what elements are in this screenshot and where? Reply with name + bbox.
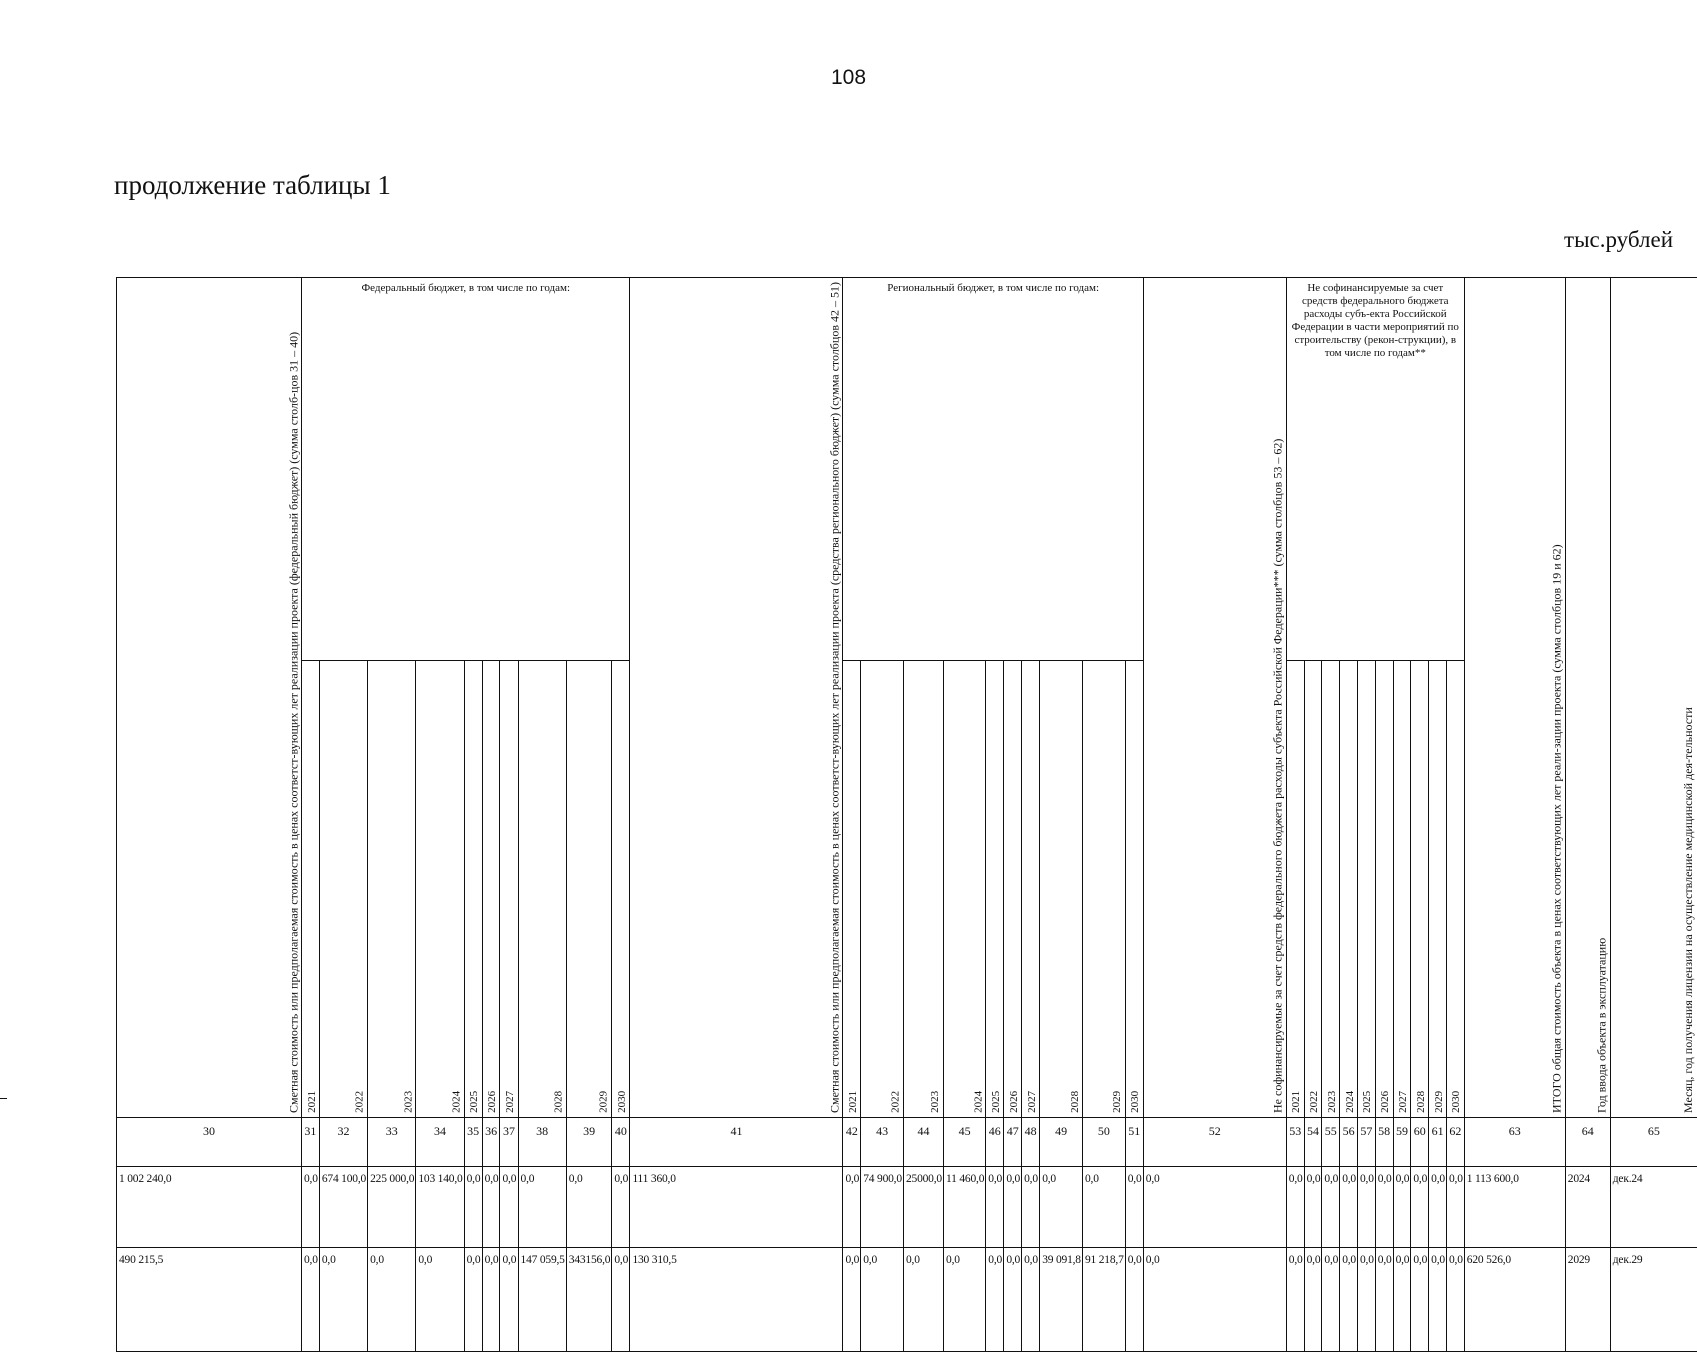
column-number: 56 — [1340, 1118, 1358, 1167]
table-cell: 0,0 — [1304, 1248, 1322, 1352]
column-number: 57 — [1357, 1118, 1375, 1167]
column-number: 35 — [464, 1118, 482, 1167]
table-cell: 0,0 — [319, 1248, 367, 1352]
year-header-reg: 2030 — [1125, 661, 1143, 1118]
table-cell: 0,0 — [986, 1167, 1004, 1248]
column-number: 39 — [566, 1118, 612, 1167]
year-header-fed: 2029 — [566, 661, 612, 1118]
table-cell: 0,0 — [518, 1167, 566, 1248]
column-number: 47 — [1004, 1118, 1022, 1167]
table-cell: 0,0 — [1125, 1248, 1143, 1352]
column-number: 50 — [1082, 1118, 1125, 1167]
table-continuation-heading: продолжение таблицы 1 — [114, 170, 391, 201]
column-number: 63 — [1464, 1118, 1565, 1167]
year-header-reg: 2026 — [1004, 661, 1022, 1118]
column-number: 42 — [843, 1118, 861, 1167]
column-number: 65 — [1610, 1118, 1697, 1167]
units-label: тыс.рублей — [1564, 227, 1673, 253]
table-cell: 0,0 — [612, 1167, 630, 1248]
table-cell: 0,0 — [1143, 1248, 1286, 1352]
table-cell: 0,0 — [1340, 1248, 1358, 1352]
table-cell: 2029 — [1565, 1248, 1610, 1352]
column-number: 45 — [944, 1118, 986, 1167]
table-cell: 74 900,0 — [861, 1167, 904, 1248]
table-cell: 11 460,0 — [944, 1167, 986, 1248]
year-header-nonco: 2024 — [1340, 661, 1358, 1118]
table-cell: 0,0 — [944, 1248, 986, 1352]
header-license: Месяц, год получения лицензии на осуществление медицинской дея-тельности — [1610, 278, 1697, 1118]
table-cell: 0,0 — [1322, 1167, 1340, 1248]
column-number: 60 — [1411, 1118, 1429, 1167]
table-cell: 343156,0 — [566, 1248, 612, 1352]
table-cell: 25000,0 — [903, 1167, 943, 1248]
table-cell: 0,0 — [843, 1248, 861, 1352]
column-number: 33 — [368, 1118, 416, 1167]
year-header-nonco: 2021 — [1286, 661, 1304, 1118]
table-cell: 0,0 — [861, 1248, 904, 1352]
table-cell: 0,0 — [1286, 1248, 1304, 1352]
budget-table — [116, 277, 1697, 1352]
table-cell: 0,0 — [1411, 1167, 1429, 1248]
column-number: 51 — [1125, 1118, 1143, 1167]
table-cell: 1 002 240,0 — [117, 1167, 302, 1248]
column-number: 53 — [1286, 1118, 1304, 1167]
table-cell: 111 360,0 — [630, 1167, 843, 1248]
table-cell: 0,0 — [612, 1248, 630, 1352]
column-number: 54 — [1304, 1118, 1322, 1167]
year-header-row — [117, 661, 1697, 1118]
year-header-reg: 2021 — [843, 661, 861, 1118]
header-fed-total: Сметная стоимость или предполагаемая стоимость в ценах соответст-вующих лет реализации проекта (федеральный бюджет) (сумма столб-цов 31 – 40) — [117, 278, 302, 1118]
column-number-row — [117, 1118, 1697, 1167]
column-number: 32 — [319, 1118, 367, 1167]
column-number: 41 — [630, 1118, 843, 1167]
year-header-reg: 2028 — [1040, 661, 1083, 1118]
table-cell: дек.29 — [1610, 1248, 1697, 1352]
year-header-fed: 2027 — [500, 661, 518, 1118]
table-cell: 103 140,0 — [416, 1167, 464, 1248]
table-cell: 0,0 — [1429, 1167, 1447, 1248]
table-cell: 0,0 — [1143, 1167, 1286, 1248]
header-reg-total: Сметная стоимость или предполагаемая стоимость в ценах соответст-вующих лет реализации проекта (средства регионального бюджет) (сумма столбцов 42 – 51) — [630, 278, 843, 1118]
group-header-row — [117, 278, 1697, 661]
year-header-fed: 2023 — [368, 661, 416, 1118]
table-cell: 0,0 — [500, 1248, 518, 1352]
margin-mark — [0, 1098, 7, 1099]
table-cell: 0,0 — [1286, 1167, 1304, 1248]
column-number: 62 — [1446, 1118, 1464, 1167]
table-cell: 2024 — [1565, 1167, 1610, 1248]
year-header-nonco: 2028 — [1411, 661, 1429, 1118]
header-regional-budget: Региональный бюджет, в том числе по годам: — [843, 278, 1143, 661]
table-cell: 0,0 — [482, 1248, 500, 1352]
column-number: 59 — [1393, 1118, 1411, 1167]
table-cell: 0,0 — [302, 1167, 320, 1248]
header-year-commission: Год ввода объекта в эксплуатацию — [1565, 278, 1610, 1118]
table-row — [117, 1248, 1697, 1352]
header-federal-budget: Федеральный бюджет, в том числе по годам: — [302, 278, 630, 661]
table-cell: 0,0 — [1357, 1167, 1375, 1248]
table-cell: 620 526,0 — [1464, 1248, 1565, 1352]
year-header-fed: 2024 — [416, 661, 464, 1118]
column-number: 52 — [1143, 1118, 1286, 1167]
table-cell: 0,0 — [1411, 1248, 1429, 1352]
table-cell: дек.24 — [1610, 1167, 1697, 1248]
header-nonco-total: Не софинансируемые за счет средств федерального бюджета расходы субъекта Российской Федерации*** (сумма столбцов 53 – 62) — [1143, 278, 1286, 1118]
column-number: 34 — [416, 1118, 464, 1167]
year-header-nonco: 2029 — [1429, 661, 1447, 1118]
table-cell: 225 000,0 — [368, 1167, 416, 1248]
column-number: 36 — [482, 1118, 500, 1167]
year-header-reg: 2025 — [986, 661, 1004, 1118]
table-cell: 147 059,5 — [518, 1248, 566, 1352]
year-header-fed: 2028 — [518, 661, 566, 1118]
year-header-nonco: 2026 — [1375, 661, 1393, 1118]
year-header-nonco: 2023 — [1322, 661, 1340, 1118]
column-number: 38 — [518, 1118, 566, 1167]
year-header-nonco: 2027 — [1393, 661, 1411, 1118]
table-cell: 0,0 — [1322, 1248, 1340, 1352]
table-cell: 0,0 — [1446, 1167, 1464, 1248]
year-header-reg: 2024 — [944, 661, 986, 1118]
table-cell: 0,0 — [368, 1248, 416, 1352]
table-cell: 0,0 — [843, 1167, 861, 1248]
header-nonco-group: Не софинансируемые за счет средств федерального бюджета расходы субъ-екта Российской Федерации в части мероприятий по строительству (рекон-струкции), в том числе по годам** — [1286, 278, 1464, 661]
column-number: 30 — [117, 1118, 302, 1167]
year-header-fed: 2030 — [612, 661, 630, 1118]
table-cell: 0,0 — [500, 1167, 518, 1248]
table-row — [117, 1167, 1697, 1248]
table-cell: 0,0 — [1125, 1167, 1143, 1248]
column-number: 58 — [1375, 1118, 1393, 1167]
table-cell: 0,0 — [1393, 1167, 1411, 1248]
table-cell: 0,0 — [1375, 1167, 1393, 1248]
column-number: 31 — [302, 1118, 320, 1167]
table-cell: 0,0 — [566, 1167, 612, 1248]
column-number: 40 — [612, 1118, 630, 1167]
column-number: 61 — [1429, 1118, 1447, 1167]
column-number: 44 — [903, 1118, 943, 1167]
table-cell: 490 215,5 — [117, 1248, 302, 1352]
column-number: 37 — [500, 1118, 518, 1167]
year-header-reg: 2029 — [1082, 661, 1125, 1118]
table-cell: 0,0 — [1393, 1248, 1411, 1352]
column-number: 55 — [1322, 1118, 1340, 1167]
table-cell: 674 100,0 — [319, 1167, 367, 1248]
column-number: 64 — [1565, 1118, 1610, 1167]
table-cell: 130 310,5 — [630, 1248, 843, 1352]
table-cell: 39 091,8 — [1040, 1248, 1083, 1352]
column-number: 48 — [1022, 1118, 1040, 1167]
table-cell: 0,0 — [1004, 1248, 1022, 1352]
table-cell: 0,0 — [1340, 1167, 1358, 1248]
column-number: 46 — [986, 1118, 1004, 1167]
column-number: 49 — [1040, 1118, 1083, 1167]
year-header-fed: 2021 — [302, 661, 320, 1118]
table-cell: 0,0 — [1040, 1167, 1083, 1248]
year-header-reg: 2027 — [1022, 661, 1040, 1118]
table-cell: 0,0 — [482, 1167, 500, 1248]
column-number: 43 — [861, 1118, 904, 1167]
table-cell: 0,0 — [1375, 1248, 1393, 1352]
year-header-reg: 2023 — [903, 661, 943, 1118]
table-cell: 0,0 — [1429, 1248, 1447, 1352]
year-header-nonco: 2030 — [1446, 661, 1464, 1118]
table-cell: 0,0 — [416, 1248, 464, 1352]
page-number: 108 — [0, 66, 1697, 90]
table-cell: 0,0 — [1022, 1248, 1040, 1352]
year-header-nonco: 2022 — [1304, 661, 1322, 1118]
year-header-reg: 2022 — [861, 661, 904, 1118]
header-itogo: ИТОГО общая стоимость объекта в ценах соответствующих лет реали-зации проекта (сумма столбцов 19 и 62) — [1464, 278, 1565, 1118]
table-cell: 0,0 — [1446, 1248, 1464, 1352]
year-header-fed: 2025 — [464, 661, 482, 1118]
table-cell: 91 218,7 — [1082, 1248, 1125, 1352]
year-header-fed: 2022 — [319, 661, 367, 1118]
table-cell: 0,0 — [903, 1248, 943, 1352]
table-cell: 0,0 — [464, 1167, 482, 1248]
table-cell: 0,0 — [1082, 1167, 1125, 1248]
year-header-fed: 2026 — [482, 661, 500, 1118]
table-cell: 0,0 — [1004, 1167, 1022, 1248]
table-cell: 1 113 600,0 — [1464, 1167, 1565, 1248]
table-cell: 0,0 — [1304, 1167, 1322, 1248]
table-cell: 0,0 — [1022, 1167, 1040, 1248]
year-header-nonco: 2025 — [1357, 661, 1375, 1118]
table-cell: 0,0 — [464, 1248, 482, 1352]
table-cell: 0,0 — [1357, 1248, 1375, 1352]
table-cell: 0,0 — [302, 1248, 320, 1352]
table-cell: 0,0 — [986, 1248, 1004, 1352]
